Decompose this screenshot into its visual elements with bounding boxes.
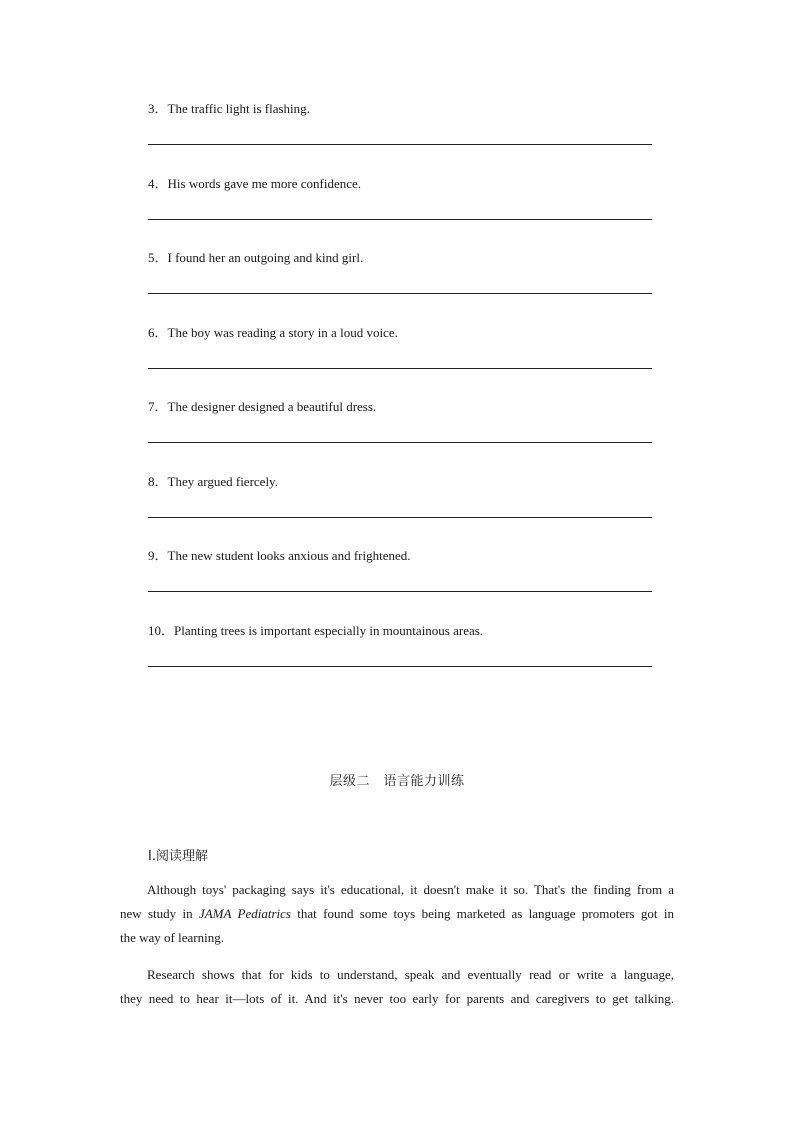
reading-paragraph-2 — [120, 963, 674, 1011]
paragraph-line: the way of learning. — [120, 930, 224, 945]
paragraph-line: Research shows that for kids to understand, speak and eventually read or write a language, — [147, 967, 674, 982]
exercise-sentence — [148, 548, 652, 564]
answer-line[interactable] — [148, 517, 652, 518]
exercise-8 — [148, 474, 652, 490]
exercise-number: 8． — [148, 474, 168, 489]
answer-line[interactable] — [148, 666, 652, 667]
paragraph-line: they need to hear it—lots of it. And it's never too early for parents and caregivers to get talking. — [120, 991, 674, 1006]
exercise-number: 10． — [148, 623, 175, 638]
exercise-number: 9． — [148, 548, 168, 563]
exercise-number: 5． — [148, 250, 168, 265]
reading-paragraph-1 — [120, 878, 674, 950]
exercise-text: Planting trees is important especially in mountainous areas. — [174, 623, 484, 638]
section-title: 层级二 语言能力训练 — [329, 774, 465, 789]
exercise-6 — [148, 325, 652, 341]
exercise-sentence — [148, 399, 652, 415]
exercise-3 — [148, 101, 652, 117]
answer-line[interactable] — [148, 293, 652, 294]
exercise-text: I found her an outgoing and kind girl. — [167, 250, 364, 265]
exercise-7 — [148, 399, 652, 415]
answer-line[interactable] — [148, 219, 652, 220]
exercise-10 — [148, 623, 652, 639]
exercise-text: The new student looks anxious and frightened. — [167, 548, 411, 563]
answer-line[interactable] — [148, 144, 652, 145]
paragraph-line — [120, 902, 674, 926]
exercise-text: The designer designed a beautiful dress. — [167, 399, 377, 414]
exercise-sentence — [148, 325, 652, 341]
exercise-number: 4． — [148, 176, 168, 191]
exercise-number: 6． — [148, 325, 168, 340]
exercise-number: 7． — [148, 399, 168, 414]
exercise-sentence — [148, 623, 652, 639]
paragraph-line: Although toys' packaging says it's educational, it doesn't make it so. That's the finding from a — [147, 882, 674, 897]
paragraph-text: that found some toys being marketed as language promoters got in — [290, 906, 674, 921]
exercise-text: The traffic light is flashing. — [167, 101, 310, 116]
answer-line[interactable] — [148, 442, 652, 443]
exercise-5 — [148, 250, 652, 266]
exercise-sentence — [148, 176, 652, 192]
answer-line[interactable] — [148, 368, 652, 369]
paragraph-text: new study in — [120, 906, 199, 921]
exercise-text: The boy was reading a story in a loud voice. — [167, 325, 398, 340]
exercise-number: 3． — [148, 101, 168, 116]
reading-heading: Ⅰ.阅读理解 — [148, 849, 208, 864]
exercise-sentence — [148, 474, 652, 490]
exercise-sentence — [148, 101, 652, 117]
exercise-9 — [148, 548, 652, 564]
exercise-text: His words gave me more confidence. — [167, 176, 362, 191]
journal-name: JAMA Pediatrics — [198, 906, 291, 921]
exercise-4 — [148, 176, 652, 192]
exercise-text: They argued fiercely. — [167, 474, 278, 489]
answer-line[interactable] — [148, 591, 652, 592]
exercise-sentence — [148, 250, 652, 266]
